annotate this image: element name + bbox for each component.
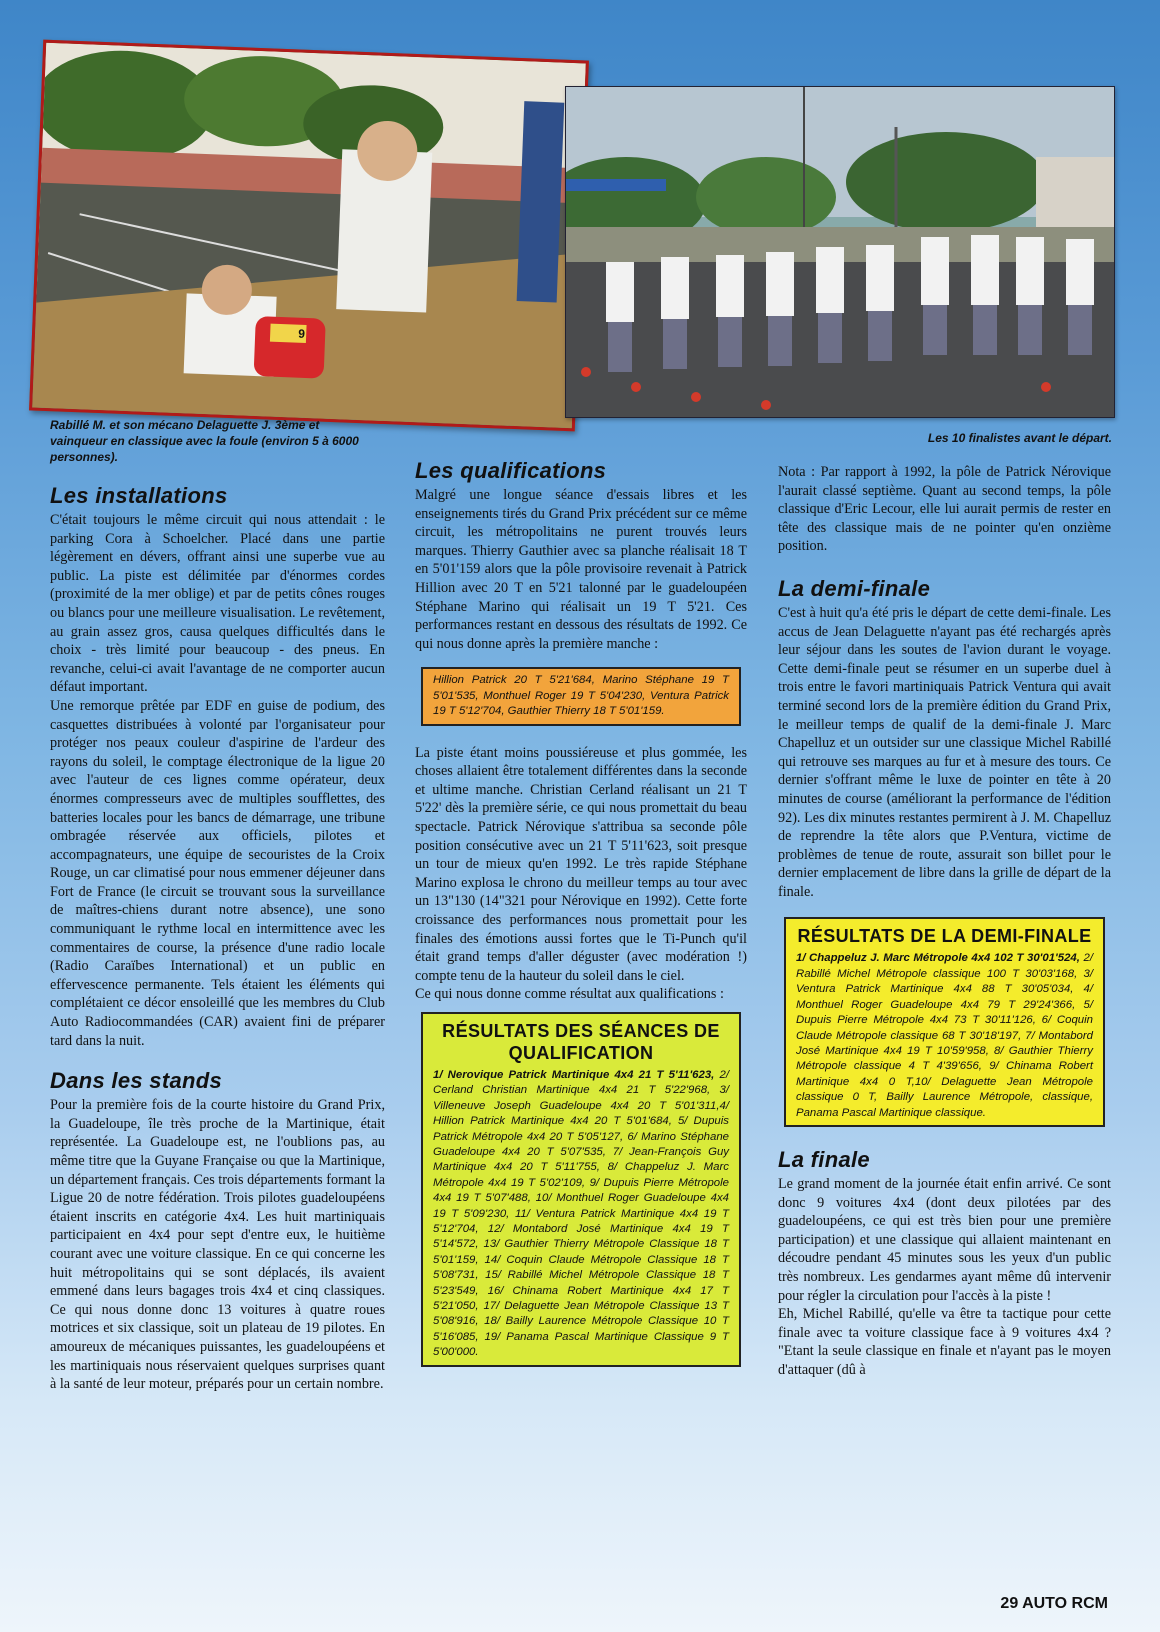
- paragraph-finale-1: Le grand moment de la journée était enfin arrivé. Ce sont donc 9 voitures 4x4 (dont deux pilotées par des guadeloupéens, ce qui est très bien pour une première participation) et une classique qui allaient maintenant en découdre pendant 45 minutes sous les yeux d'un public très nombreux. Les gendarmes ayant même dû intervenir pour régler la circulation pour l'accès à la piste !: [778, 1175, 1111, 1304]
- photo-rabille-delaguette: [29, 40, 589, 432]
- qualification-results-leader: 1/ Nerovique Patrick Martinique 4x4 21 T 5'11'623,: [433, 1068, 715, 1081]
- semi-final-results-list: 2/ Rabillé Michel Métropole classique 100 T 30'03'168, 3/ Ventura Patrick Martinique 4x4 88 T 30'05'034, 4/ Monthuel Roger Guadeloupe 4x4 79 T 29'24'366, 5/ Dupuis Pierre Métropole 4x4 73 T 30'11'126, 6/ Coquin Claude Métropole classique 68 T 30'18'197, 7/ Montabord José Martinique 4x4 19 T 10'59'958, 8/ Gauthier Thierry Métropole classique 4 T 4'39'656, 9/ Chinama Robert Martinique 4x4 0 T,10/ Delaguette Jean Métropole classique 0 T, Bailly Laurence Métropole, classique, Panama Pascal Martinique classique.: [796, 952, 1093, 1119]
- paragraph-nota: Nota : Par rapport à 1992, la pôle de Patrick Nérovique l'aurait classé septième. Quant au second temps, la pôle classique d'Eric Lecour, elle lui aurait permis de rester en tête des classique mais de ne pointer qu'en onzième position.: [778, 464, 1111, 555]
- semi-final-results-title: RÉSULTATS DE LA DEMI-FINALE: [797, 926, 1092, 947]
- first-round-results-box: Hillion Patrick 20 T 5'21'684, Marino Stéphane 19 T 5'01'535, Monthuel Roger 19 T 5'04'230, Ventura Patrick 19 T 5'12'704, Gauthier Thierry 18 T 5'01'159.: [421, 667, 741, 725]
- paragraph-qualifications-2: La piste étant moins poussiéreuse et plus gommée, les choses allaient être totalement différentes dans la seconde et ultime manche. Christian Cerland réalisant un 21 T 5'22' dès la première série, ce qui nous promettait du beau spectacle. Patrick Nérovique s'attribua sa seconde pôle position consécutive avec un 21 T 5'11'623, soit presque un tour de mieux qu'en 1992. Le très rapide Stéphane Marino explosa le chrono du meilleur temps au tour avec un 13"130 (14"321 pour Nérovique en 1992). Cette forte croissance des performances nous promettait pour les finales des émotions aussi fortes que le Ti-Punch qu'il était grand temps d'aller déguster (avec modération !) compte tenu de la hauteur du soleil dans le ciel.: [415, 744, 747, 984]
- column-3: [778, 463, 1111, 1379]
- paragraph-qualifications-3: Ce qui nous donne comme résultat aux qualifications :: [415, 986, 724, 1003]
- semi-final-results-box: [784, 917, 1105, 1126]
- paragraph-qualifications-1: Malgré une longue séance d'essais libres et les enseignements tirés du Grand Prix précédent sur ce même circuit, les métropolitains ne purent trouvés leurs marques. Thierry Gauthier avec sa planche réalisait 18 T en 5'01'159 alors que la pôle provisoire revenait à Patrick Hillion avec 20 T en 5'21 talonné par le guadeloupéen Stéphane Marino qui réalisait un 19 T 5'21. Ces performances restant en dessous des résultats de 1992. Ce qui nous donne après la première manche :: [415, 487, 747, 652]
- photo-rabille-delaguette-illustration: [32, 43, 586, 428]
- paragraph-installations-1: C'était toujours le même circuit qui nous attendait : le parking Cora à Schoelcher. Placé dans une partie légèrement en dévers, offrant ainsi une superbe vue au public. La piste est délimitée par d'énormes cordes (proximité de la mer oblige) et par de petits cônes rouges ou blancs pour une meilleure visualisation. Le revêtement, au grain assez gros, causa quelques difficultés dans le choix - très limité pour beaucoup - des pneus. En revanche, celui-ci avait l'avantage de ne comporter aucun défaut important.: [50, 512, 385, 696]
- heading-finale: La finale: [778, 1146, 870, 1172]
- page-footer: 29 AUTO RCM: [1000, 1595, 1108, 1612]
- paragraph-demi-finale: C'est à huit qu'a été pris le départ de cette demi-finale. Les accus de Jean Delaguette n'ayant pas été rechargés après leur séjour dans les soutes de l'avion durant le voyage. Cette demi-finale peut se résumer en un superbe duel à trois entre le favori martiniquais Patrick Ventura qui avait terminé second lors de la première édition du Grand Prix, le meilleur temps de qualif de la demi-finale J. Marc Chapelluz et un outsider sur une classique Michel Rabillé qui retrouve ses marques au fur et à mesure des tours. Ce dernier s'offrant même le luxe de pointer en tête à 20 minutes de course (améliorant la performance de l'édition 92). Les dix minutes restantes permirent à J. M. Chapelluz de reprendre la tête alors que P.Ventura, victime de problèmes de tenue de route, assurait son billet pour le dernier emplacement de libre dans la grille de départ de la finale.: [778, 604, 1111, 900]
- photo-caption-left: Rabillé M. et son mécano Delaguette J. 3ème et vainqueur en classique avec la foule (environ 5 à 6000 personnes).: [50, 418, 359, 464]
- column-2: [415, 458, 747, 1367]
- kart-number: 9: [297, 326, 306, 341]
- semi-final-results-leader: 1/ Chappeluz J. Marc Métropole 4x4 102 T 30'01'524,: [796, 952, 1080, 965]
- photo-caption-right: Les 10 finalistes avant le départ.: [927, 431, 1112, 445]
- photo-finalistes: [565, 86, 1115, 418]
- heading-demi-finale: La demi-finale: [778, 575, 931, 601]
- qualification-results-list: 2/ Cerland Christian Martinique 4x4 21 T 5'22'968, 3/ Villeneuve Joseph Guadeloupe 4x4 20 T 5'01'311,4/ Hillion Patrick Martinique 4x4 20 T 5'01'684, 5/ Dupuis Patrick Métropole 4x4 20 T 5'05'127, 6/ Marino Stéphane Guadeloupe 4x4 20 T 5'07'535, 7/ Jean-François Guy Martinique 4x4 20 T 5'11'755, 8/ Chappeluz J. Marc Métropole 4x4 19 T 5'02'109, 9/ Dupuis Pierre Métropole 4x4 19 T 5'07'488, 10/ Monthuel Roger Guadeloupe 4x4 19 T 5'09'230, 11/ Ventura Patrick Martinique 4x4 19 T 5'12'704, 12/ Montabord José Martinique 4x4 19 T 5'14'572, 13/ Gauthier Thierry Métropole Classique 18 T 5'01'159, 14/ Coquin Claude Métropole Classique 18 T 5'08'731, 15/ Rabillé Michel Métropole Classique 18 T 5'23'549, 16/ Chinama Robert Martinique 4x4 17 T 5'21'050, 17/ Delaguette Jean Métropole Classique 13 T 5'08'916, 18/ Bailly Laurence Métropole Classique 10 T 5'16'085, 19/ Panama Pascal Martinique Classique 9 T 5'00'000.: [433, 1068, 729, 1359]
- heading-installations: Les installations: [50, 483, 228, 508]
- qualification-results-title: RÉSULTATS DES SÉANCES DE QUALIFICATION: [442, 1020, 720, 1063]
- heading-qualifications: Les qualifications: [415, 458, 607, 483]
- paragraph-installations-2: Une remorque prêtée par EDF en guise de podium, des casquettes distribuées à volonté par l'organisateur pour protéger nos peaux couleur d'aspirine de l'ardeur des rayons du soleil, le comptage électronique de la ligue 20 avec l'auteur de ces lignes comme opérateur, deux énormes compresseurs avec de multiples soufflettes, des batteries locales pour les bancs de démarrage, une tribune ombragée réservée aux officiels, pilotes et accompagnateurs, une équipe de secouristes de la Croix Rouge, un car climatisé pour nous emmener déjeuner dans Fort de France (le circuit se trouvant sous la surveillance de maîtres-chiens durant notre absence), une sono communiquant le rythme local en intermittence avec les commentaires de course, la présence d'une radio locale (Radio Caraïbes International) et un public en effervescence permanente. Tels étaient les éléments qui complétaient ce décor ensoleillé que les membres du Club Auto Radiocommandées (CAR) avaient fini de préparer tard dans la nuit.: [50, 697, 385, 1049]
- column-1: [50, 483, 385, 1394]
- paragraph-finale-2: Eh, Michel Rabillé, qu'elle va être ta tactique pour cette finale avec ta voiture classique face à 9 voitures 4x4 ? "Etant la seule classique en finale et n'ayant pas le moyen d'attaquer (dû à: [778, 1306, 1111, 1378]
- heading-stands: Dans les stands: [50, 1068, 223, 1094]
- qualification-results-box: [421, 1012, 741, 1367]
- photo-finalistes-illustration: [566, 87, 1114, 417]
- paragraph-stands: Pour la première fois de la courte histoire du Grand Prix, la Guadeloupe, île très proche de la Martinique, était représentée. La Guadeloupe est, ne l'oublions pas, au même titre que la Guyane Française ou que la Martinique, un département français. Ces trois départements formant la Ligue 20 de notre fédération. Trois pilotes guadeloupéens étaient inscrits en catégorie 4x4. Les huit martiniquais participaient en 4x4 pour sept d'entre eux, le huitième courant avec une voiture classique. En ce qui concerne les huit métropolitains qui se sont déplacés, ils avaient emmené dans leurs bagages trois 4x4 et cinq classiques. Ce qui nous donne donc 13 voitures à quatre roues motrices et six classique, soit un plateau de 19 pilotes. En amoureux de mécaniques puissantes, les guadeloupéens et les martiniquais nous réservaient quelques surprises quant à la santé de leur moteur, préparés pour un certain nombre.: [50, 1097, 385, 1393]
